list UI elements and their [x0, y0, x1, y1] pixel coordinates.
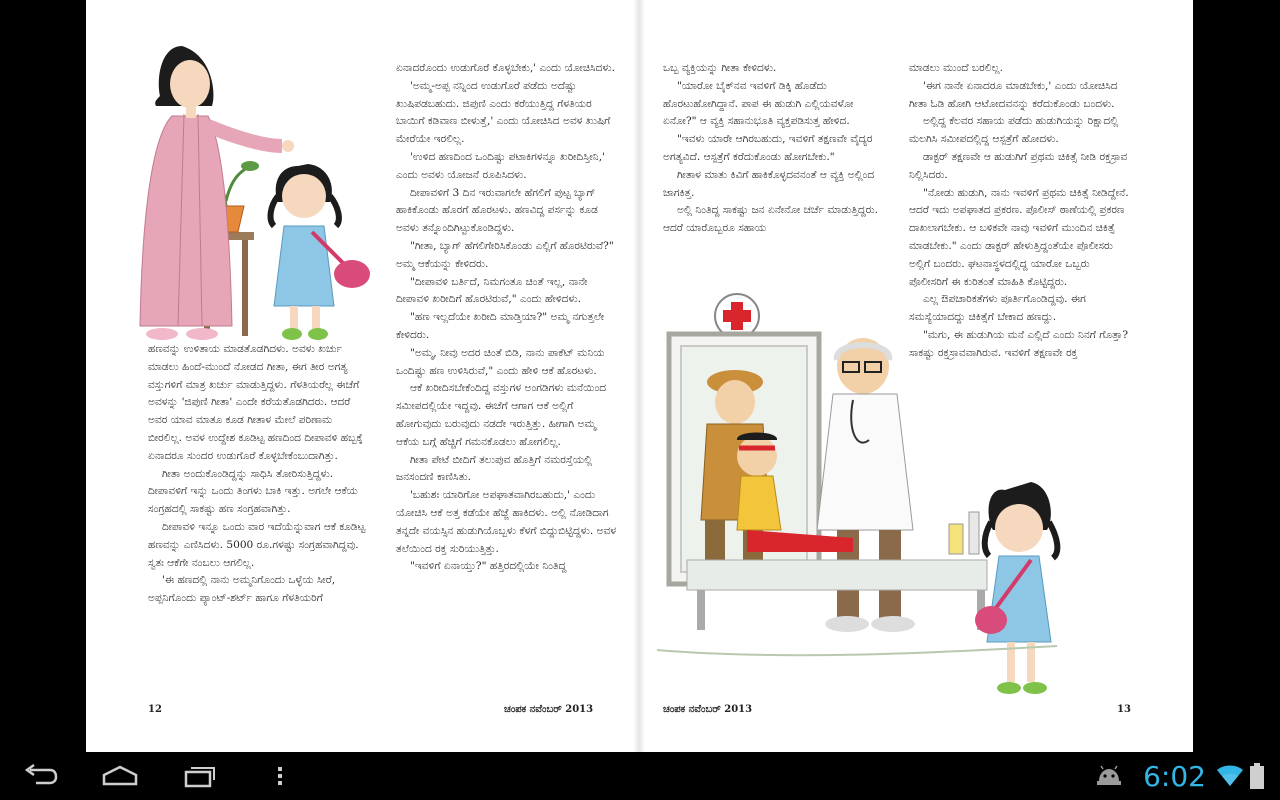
- back-icon: [22, 764, 58, 788]
- paragraph: ಹಣವನ್ನು ಉಳಿತಾಯ ಮಾಡತೊಡಗಿದಳು. ಅವಳು ಖರ್ಚು ಮಾಡಲು ಹಿಂದೆ-ಮುಂದೆ ನೋಡದ ಗೀತಾ, ಈಗ ತೀರ ಅಗತ್ಯ ವಸ್ತುಗಳಿಗೆ ಮಾತ್ರ ಖರ್ಚು ಮಾಡುತ್ತಿದ್ದಳು. ಗೆಳತಿಯರೆಲ್ಲ ಈಚೆಗೆ ಅವಳನ್ನು 'ಜಿಪುಣಿ ಗೀತಾ' ಎಂದೇ ಕರೆಯತೊಡಗಿದರು. ಆದರೆ ಅವರ ಯಾವ ಮಾತೂ ಕೂಡ ಗೀತಾಳ ಮೇಲೆ ಪರಿಣಾಮ ಬೀರಲಿಲ್ಲ. ಅವಳ ಉದ್ದೇಶ ಕೂಡಿಟ್ಟ ಹಣದಿಂದ ದೀಪಾವಳಿ ಹಬ್ಬಕ್ಕೆ ಏನಾದರೂ ಸುಂದರ ಉಡುಗೊರೆ ಕೊಳ್ಳಬೇಕೆಂಬುದಾಗಿತ್ತು.: [148, 343, 363, 462]
- battery-icon: [1250, 763, 1264, 789]
- paragraph: ಅಲ್ಲಿದ್ದ ಕೆಲವರ ಸಹಾಯ ಪಡೆದು ಹುಡುಗಿಯನ್ನು ರಿಕ್ಷಾದಲ್ಲಿ ಮಲಗಿಸಿ ಸಮೀಪದಲ್ಲಿದ್ದ ಆಸ್ಪತ್ರೆಗೆ ಹೋದಳು.: [909, 115, 1119, 146]
- paragraph: ಗೀತಾ ಪೇಟೆ ಬೀದಿಗೆ ತಲುಪುವ ಹೊತ್ತಿಗೆ ನಮರಸ್ತೆಯಲ್ಲಿ ಜನಸಂದಣಿ ಕಾಣಿಸಿತು.: [396, 453, 593, 484]
- page-right[interactable]: [639, 0, 1193, 752]
- home-icon: [100, 764, 140, 788]
- paragraph: 'ಈ ಹಣದಲ್ಲಿ ನಾನು ಅಮ್ಮನಿಗೊಂದು ಒಳ್ಳೆಯ ಸೀರೆ, ಅಪ್ಪನಿಗೊಂದು ಪ್ಯಾಂಟ್-ಶರ್ಟ್ ಹಾಗೂ ಗೆಳತಿಯರಿಗೆ: [148, 574, 336, 605]
- android-debug-icon: [1095, 765, 1123, 787]
- paragraph: "ದೀಪಾವಳಿ ಬರ್ತಿದೆ, ನಿಮಗಂತೂ ಚಿಂತೆ ಇಲ್ಲ, ನಾನೇ ದೀಪಾವಳಿ ಖರೀದಿಗೆ ಹೊರಟಿರುವೆ," ಎಂದು ಹೇಳಿದಳು.: [396, 275, 588, 306]
- paragraph: ಗೀತಾಳ ಮಾತು ಕಿವಿಗೆ ಹಾಕಿಕೊಳ್ಳದವನಂತೆ ಆ ವ್ಯಕ್ತಿ ಅಲ್ಲಿಂದ ಜಾಗಕಿತ್ತ.: [663, 168, 875, 199]
- page-number-right: 13: [1117, 704, 1131, 715]
- status-area[interactable]: [1095, 752, 1280, 800]
- page-left[interactable]: [86, 0, 639, 752]
- paragraph: "ಯಾರೋ ಬೈಕ್‌ನವ ಇವಳಿಗೆ ಡಿಕ್ಕಿ ಹೊಡೆದು ಹೊರಟುಹೋಗಿದ್ದಾನೆ. ಪಾಪ ಈ ಹುಡುಗಿ ಎಲ್ಲಿಯವಳೋ ಏನೋ?" ಆ ವ್ಯಕ್ತಿ ಸಹಾನುಭೂತಿ ವ್ಯಕ್ತಪಡಿಸುತ್ತ ಹೇಳಿದ.: [663, 79, 854, 128]
- paragraph: "ಅಮ್ಮ, ನೀವು ಅದರ ಚಿಂತೆ ಬಿಡಿ, ನಾನು ಪಾಕೆಟ್ ಮನಿಯ ಒಂದಿಷ್ಟು ಹಣ ಉಳಿಸಿರುವೆ," ಎಂದು ಹೇಳಿ ಆಕೆ ಹೊರಟಳು.: [396, 346, 605, 377]
- paragraph: "ಮಗು, ಈ ಹುಡುಗಿಯ ಮನೆ ಎಲ್ಲಿದೆ ಎಂದು ನಿನಗೆ ಗೊತ್ತಾ? ಸಾಕಷ್ಟು ರಕ್ತಸ್ರಾವವಾಗಿರುವ. ಇವಳಿಗೆ ತಕ್ಷಣವೇ ರಕ್ತ: [909, 328, 1129, 359]
- paragraph: ಆಕೆ ಖರೀದಿಸಬೇಕೆಂದಿದ್ದ ವಸ್ತುಗಳ ಅಂಗಡಿಗಳು ಮನೆಯಿಂದ ಸಮೀಪದಲ್ಲಿಯೇ ಇದ್ದವು. ಈಚೆಗೆ ಆಗಾಗ ಆಕೆ ಅಲ್ಲಿಗೆ ಹೋಗುವುದು ಬರುವುದು ನಡದೇ ಇರುತ್ತಿತ್ತು. ಹೀಗಾಗಿ ಅಮ್ಮ ಆಕೆಯ ಬಗ್ಗೆ ಹೆಚ್ಚಿಗೆ ಗಮನಕೊಡಲು ಹೋಗಲಿಲ್ಲ.: [396, 382, 607, 448]
- paragraph: ದೀಪಾವಳಿ ಇನ್ನೂ ಒಂದು ವಾರ ಇದೆಯೆನ್ನುವಾಗ ಆಕೆ ಕೂಡಿಟ್ಟ ಹಣವನ್ನು ಎಣಿಸಿದಳು. 5000 ರೂ.ಗಳಷ್ಟು ಸಂಗ್ರಹವಾಗಿದ್ದವು. ಸ್ವತಃ ಆಕೆಗೇ ನಂಬಲು ಆಗಲಿಲ್ಲ.: [148, 520, 366, 569]
- wifi-icon: [1216, 764, 1244, 788]
- menu-icon: [275, 764, 285, 788]
- paragraph: "ಹಣ ಇಲ್ಲದೆಯೇ ಖರೀದಿ ಮಾಡ್ತಿಯಾ?" ಅಮ್ಮ ನಗುತ್ತಲೇ ಕೇಳಿದರು.: [396, 311, 605, 341]
- paragraph: ಡಾಕ್ಟರ್ ತಕ್ಷಣವೇ ಆ ಹುಡುಗಿಗೆ ಪ್ರಥಮ ಚಿಕಿತ್ಸೆ ನೀಡಿ ರಕ್ತಸ್ರಾವ ನಿಲ್ಲಿಸಿದರು.: [909, 150, 1128, 181]
- paragraph: "ಇವಳಿಗೆ ಏನಾಯ್ತು?" ಹತ್ತಿರದಲ್ಲಿಯೇ ನಿಂತಿದ್ದ: [410, 560, 567, 573]
- paragraph: ಗೀತಾ ಅಂದುಕೊಂಡಿದ್ದನ್ನು ಸಾಧಿಸಿ ತೋರಿಸುತ್ತಿದ್ದಳು. ದೀಪಾವಳಿಗೆ ಇನ್ನು ಒಂದು ತಿಂಗಳು ಬಾಕಿ ಇತ್ತು. ಅಗಲೇ ಆಕೆಯ ಸಂಗ್ರಹದಲ್ಲಿ ಸಾಕಷ್ಟು ಹಣ ಸಂಗ್ರಹವಾಗಿತ್ತು.: [148, 467, 358, 516]
- clock: 6:02: [1143, 759, 1206, 793]
- system-navigation-bar: [0, 752, 1280, 800]
- right-page-column-1: [663, 60, 885, 238]
- paragraph: ಒಬ್ಬ ವ್ಯಕ್ತಿಯನ್ನು ಗೀತಾ ಕೇಳಿದಳು.: [663, 62, 777, 74]
- page-number-left: 12: [148, 704, 162, 715]
- paragraph: ಅಲ್ಲಿ ನಿಂತಿದ್ದ ಸಾಕಷ್ಟು ಜನ ಏನೇನೋ ಚರ್ಚೆ ಮಾಡುತ್ತಿದ್ದರು. ಆದರೆ ಯಾರೊಬ್ಬರೂ ಸಹಾಯ: [663, 204, 878, 235]
- home-button[interactable]: [88, 752, 152, 800]
- paragraph: ಏನಾದರೊಂದು ಉಡುಗೊರೆ ಕೊಳ್ಳಬೇಕು,' ಎಂದು ಯೋಚಿಸಿದಳು.: [396, 62, 615, 74]
- recent-apps-button[interactable]: [168, 752, 232, 800]
- paragraph: ಎಲ್ಲ ಔಪಚಾರಿಕತೆಗಳು ಪೂರ್ತಿಗೊಂಡಿದ್ದವು. ಈಗ ಸಮಸ್ಯೆಯಾದದ್ದು ಚಿಕಿತ್ಸೆಗೆ ಬೇಕಾದ ಹಣದ್ದು.: [909, 293, 1086, 324]
- back-button[interactable]: [8, 752, 72, 800]
- paragraph: ಮಾಡಲು ಮುಂದೆ ಬರಲಿಲ್ಲ.: [909, 62, 1003, 74]
- footer-title-right: ಚಂಪಕ ನವೆಂಬರ್ 2013: [663, 704, 753, 715]
- paragraph: "ನೋಡು ಹುಡುಗಿ, ನಾನು ಇವಳಿಗೆ ಪ್ರಥಮ ಚಿಕಿತ್ಸೆ ನೀಡಿದ್ದೇನೆ. ಆದರೆ ಇದು ಅಪಘಾತದ ಪ್ರಕರಣ. ಪೊಲೀಸ್ ಠಾಣೆಯಲ್ಲಿ ಪ್ರಕರಣ ದಾಖಲಾಗಬೇಕು. ಆ ಬಳಿಕವೇ ನಾವು ಇವಳಿಗೆ ಮುಂದಿನ ಚಿಕಿತ್ಸೆ ಮಾಡಬೇಕು." ಎಂದು ಡಾಕ್ಟರ್ ಹೇಳುತ್ತಿದ್ದಂತೆಯೇ ಪೊಲೀಸರು ಅಲ್ಲಿಗೆ ಬಂದರು. ಘಟನಾಸ್ಥಳದಲ್ಲಿದ್ದ ಯಾರೋ ಒಬ್ಬರು ಪೊಲೀಸರಿಗೆ ಈ ಕುರಿತಂತೆ ಮಾಹಿತಿ ಕೊಟ್ಟಿದ್ದರು.: [909, 186, 1129, 288]
- paragraph: 'ಬಹುಶಃ ಯಾರಿಗೋ ಅಪಘಾತವಾಗಿರಬಹುದು,' ಎಂದು ಯೋಚಿಸಿ ಆಕೆ ಅತ್ತ ಕಡೆಯೇ ಹೆಜ್ಜೆ ಹಾಕಿದಳು. ಅಲ್ಲಿ ನೋಡಿದಾಗ ತನ್ನದೇ ವಯಸ್ಸಿನ ಹುಡುಗಿಯೊಬ್ಬಳು ಕೆಳಗೆ ಬಿದ್ದುಬಿಟ್ಟಿದ್ದಳು. ಅವಳ ತಲೆಯಿಂದ ರಕ್ತ ಸುರಿಯುತ್ತಿತ್ತು.: [396, 489, 617, 555]
- paragraph: 'ಈಗ ನಾನೇ ಏನಾದರೂ ಮಾಡಬೇಕು,' ಎಂದು ಯೋಚಿಸಿದ ಗೀತಾ ಓಡಿ ಹೋಗಿ ಆಟೋದವನನ್ನು ಕರೆದುಕೊಂಡು ಬಂದಳು.: [909, 79, 1118, 110]
- paragraph: ದೀಪಾವಳಿಗೆ 3 ದಿನ ಇರುವಾಗಲೇ ಹೆಗಲಿಗೆ ಪುಟ್ಟ ಬ್ಯಾಗ್ ಹಾಕಿಕೊಂಡು ಹೊರಗೆ ಹೊರಟಳು. ಹಣವಿದ್ದ ಪರ್ಸನ್ನು ಕೂಡ ಅವಳು ತನ್ನೊಂದಿಗಿಟ್ಟುಕೊಂಡಿದ್ದಳು.: [396, 186, 598, 235]
- recent-apps-icon: [182, 764, 218, 788]
- paragraph: 'ಉಳಿದ ಹಣದಿಂದ ಒಂದಿಷ್ಟು ಪಟಾಕಿಗಳನ್ನೂ ಖರೀದಿಸ್ತೀನಿ,' ಎಂದು ಅವಳು ಯೋಜನೆ ರೂಪಿಸಿದಳು.: [396, 150, 605, 181]
- illustration-mother-daughter: [112, 36, 392, 346]
- footer-title-left: ಚಂಪಕ ನವೆಂಬರ್ 2013: [504, 704, 594, 715]
- paragraph: 'ಅಮ್ಮ-ಅಪ್ಪ ನನ್ನಿಂದ ಉಡುಗೊರೆ ಪಡೆದು ಅದೆಷ್ಟು ಖುಷಿಪಡಬಹುದು. ಜಿಪುಣಿ ಎಂದು ಕರೆಯುತ್ತಿದ್ದ ಗೆಳತಿಯರ ಬಾಯಿಗೆ ಕಡಿವಾಣ ಬೀಳುತ್ತೆ,' ಎಂದು ಯೋಚಿಸಿದ ಅವಳ ಖುಷಿಗೆ ಮೇರೆಯೇ ಇರಲಿಲ್ಲ.: [396, 79, 611, 146]
- left-page-column-1: [148, 341, 368, 608]
- paragraph: "ಗೀತಾ, ಬ್ಯಾಗ್ ಹೆಗಲಿಗೇರಿಸಿಕೊಂಡು ಎಲ್ಲಿಗೆ ಹೊರಟಿರುವೆ?" ಅಮ್ಮ ಆಕೆಯನ್ನು ಕೇಳಿದರು.: [396, 239, 614, 270]
- overflow-menu-button[interactable]: [248, 752, 312, 800]
- paragraph: "ಇವಳು ಯಾರೇ ಆಗಿರಬಹುದು, ಇವಳಿಗೆ ತಕ್ಷಣವೇ ವೈದ್ಯರ ಅಗತ್ಯವಿದೆ. ಆಸ್ಪತ್ರೆಗೆ ಕರೆದುಕೊಂಡು ಹೋಗಬೇಕು.": [663, 133, 873, 163]
- left-page-column-2: [396, 60, 618, 576]
- illustration-hospital-scene: [657, 290, 1157, 702]
